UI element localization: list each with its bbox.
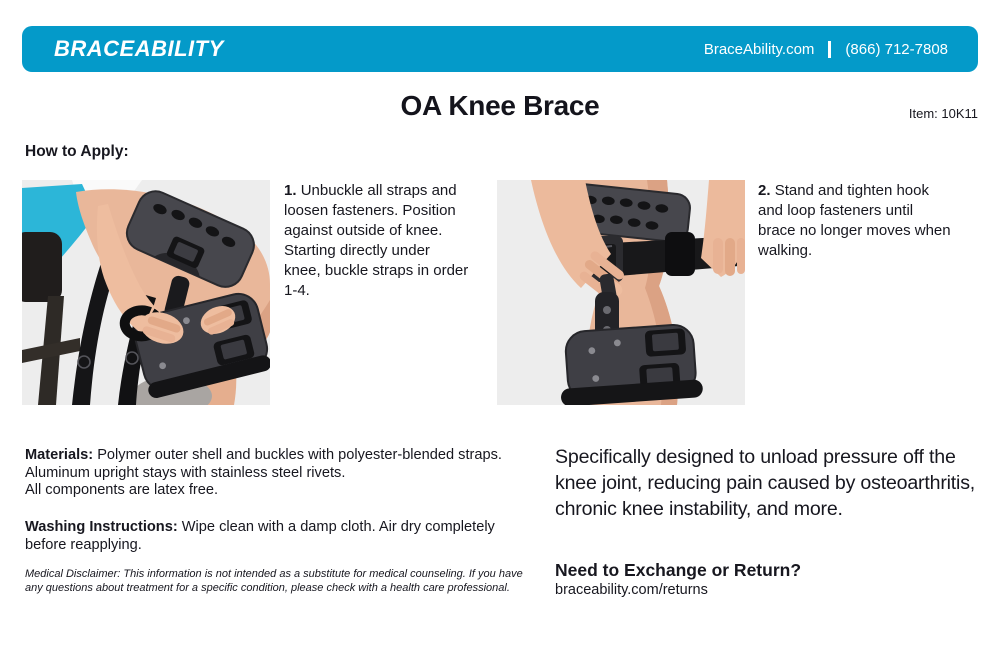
benefit-paragraph: Specifically designed to unload pressure off the knee joint, reducing pain caused by osteoarthritis, chronic knee instability, and more. bbox=[555, 446, 976, 520]
materials-text: Polymer outer shell and buckles with polyester-blended straps. Aluminum upright stays with stainless steel rivets. bbox=[25, 447, 502, 481]
how-to-apply-heading: How to Apply: bbox=[25, 143, 129, 160]
step-2-photo bbox=[497, 180, 745, 405]
step-1-text: Unbuckle all straps and loosen fasteners. Position against outside of knee. Starting directly under knee, buckle straps in order 1-4. bbox=[284, 182, 469, 299]
step-1-instructions bbox=[284, 181, 469, 301]
washing-label: Washing Instructions: bbox=[25, 519, 178, 535]
returns-heading: Need to Exchange or Return? bbox=[555, 560, 802, 580]
header-bar bbox=[22, 26, 978, 72]
item-number: Item: 10K11 bbox=[908, 106, 978, 121]
brand-logo: BRACEABILITY bbox=[54, 36, 224, 61]
step-1-photo bbox=[22, 180, 270, 405]
step-2-text: Stand and tighten hook and loop fasteners until brace no longer moves when walking. bbox=[758, 182, 951, 259]
header-contact bbox=[704, 41, 948, 58]
medical-disclaimer: Medical Disclaimer: This information is not intended as a substitute for medical counseling. If you have any questions about treatment for a specific condition, please check with a health care professional. bbox=[25, 568, 523, 594]
step-2-number: 2. bbox=[758, 182, 771, 199]
materials-paragraph bbox=[25, 447, 530, 500]
materials-text-2: All components are latex free. bbox=[25, 482, 219, 499]
separator-bar bbox=[828, 41, 831, 58]
phone-number: (866) 712-7808 bbox=[845, 40, 948, 58]
materials-label: Materials: bbox=[25, 447, 94, 463]
washing-paragraph bbox=[25, 519, 530, 554]
lower-brace-shell bbox=[557, 323, 704, 405]
step-2-instructions bbox=[758, 181, 954, 261]
website-link: BraceAbility.com bbox=[703, 40, 815, 58]
washing-text: Wipe clean with a damp cloth. Air dry completely before reapplying. bbox=[25, 519, 495, 553]
returns-url: braceability.com/returns bbox=[555, 582, 708, 598]
step-1-number: 1. bbox=[284, 182, 297, 199]
page-title: OA Knee Brace bbox=[400, 90, 600, 121]
